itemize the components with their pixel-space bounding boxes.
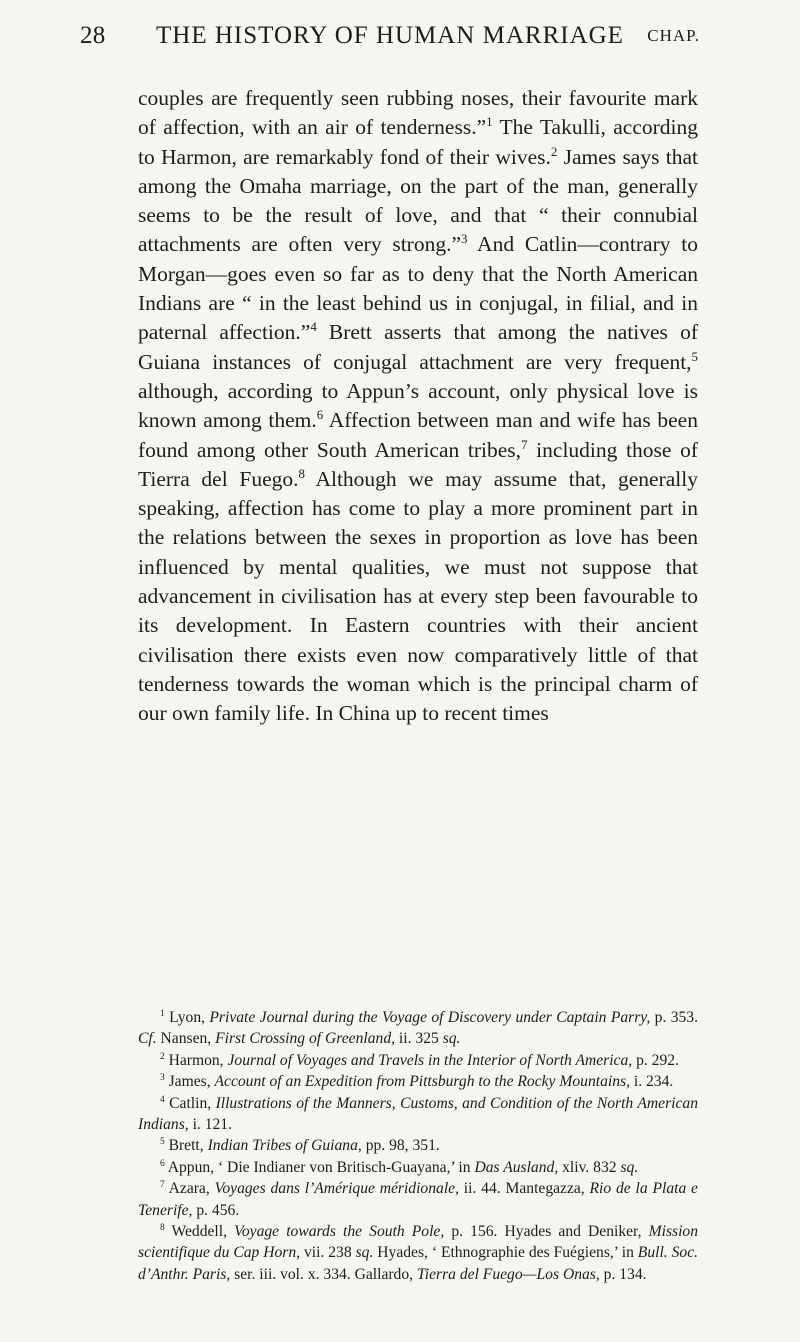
footnote (138, 1050, 698, 1071)
footnote (138, 1178, 698, 1221)
citation-text: James, (164, 1073, 215, 1091)
citation-text: pp. 98, 351. (361, 1137, 440, 1155)
text-segment: Although we may assume that, generally speaking, affection has come to play a more prominent part in the relations between the sexes in proportion as love has been influenced by mental qualities, we must not suppose that advancement in civilisation has at every step been favourable to its development. In Eastern countries with their ancient civilisation there exists even now comparatively little of that tenderness towards the woman which is the principal charm of our own family life. In China up to recent times (138, 466, 698, 726)
citation-text: ii. 325 (395, 1030, 443, 1048)
citation-title: Das Ausland, (474, 1158, 559, 1176)
footnote-ref: 1 (486, 115, 493, 130)
text-segment: And Catlin—contrary to Morgan—goes even so far as to deny that the North American Indians are “ in the least behind us in conjugal, in filial, and in paternal affection.” (138, 232, 698, 345)
citation-text: Appun, ‘ Die Indianer von Britisch-Guayana,’ in (164, 1158, 475, 1176)
running-header (80, 22, 700, 62)
citation-text: Nansen, (156, 1030, 216, 1048)
footnote (138, 1071, 698, 1092)
text-segment: including those of Tierra del Fuego. (138, 437, 699, 491)
citation-title: Mission scientifique du Cap Horn, (138, 1223, 699, 1262)
citation-title: Account of an Expedition from Pittsburgh to the Rocky Mountains, (214, 1073, 630, 1091)
citation-title: Illustrations of the Manners, Customs, and Condition of the North American Indians, (138, 1094, 698, 1134)
citation-text: p. 134. (599, 1265, 647, 1283)
text-segment: Brett asserts that among the natives of Guiana instances of conjugal attachment are very frequent, (138, 320, 698, 374)
citation-title: Bull. Soc. d’Anthr. Paris, (138, 1244, 699, 1283)
citation-title: Voyages dans l’Amérique méridionale, (214, 1180, 459, 1198)
footnote-number: 1 (160, 1008, 165, 1019)
citation-title: sq. (442, 1030, 461, 1048)
citation-title: First Crossing of Greenland, (215, 1030, 396, 1048)
footnote-number: 8 (160, 1222, 165, 1233)
footnote-ref: 8 (298, 466, 305, 481)
citation-text: ii. 44. Mantegazza, (458, 1180, 590, 1198)
citation-text: vii. 238 (300, 1244, 356, 1262)
citation-text: Weddell, (164, 1223, 235, 1241)
citation-text: i. 234. (629, 1073, 674, 1091)
running-title: THE HISTORY OF HUMAN MARRIAGE (156, 22, 624, 49)
citation-text: Hyades, ‘ Ethnographie des Fuégiens,’ in (373, 1244, 638, 1262)
footnote (138, 1221, 698, 1285)
main-text (138, 84, 698, 729)
footnote-ref: 3 (461, 232, 468, 247)
citation-text: ser. iii. vol. x. 334. Gallardo, (230, 1265, 417, 1283)
citation-title: Indian Tribes of Guiana, (207, 1137, 362, 1155)
citation-title: Rio de la Plata e Tenerife, (138, 1180, 698, 1219)
citation-title: sq. (620, 1158, 639, 1176)
citation-text: Catlin, (164, 1094, 216, 1112)
citation-text: xliv. 832 (558, 1158, 621, 1176)
footnote-ref: 2 (550, 144, 558, 159)
text-segment: James says that among the Omaha marriage, on the part of the man, generally seems to be the result of love, and that “ their connubial attachments are often very strong.” (138, 144, 698, 257)
page-number: 28 (80, 22, 106, 49)
footnote (138, 1093, 698, 1136)
chapter-abbreviation: CHAP. (647, 26, 700, 45)
footnote-number: 5 (160, 1137, 165, 1148)
citation-title: Private Journal during the Voyage of Discovery under Captain Parry, (209, 1009, 651, 1026)
citation-title: Voyage towards the South Pole, (234, 1223, 445, 1241)
footnote (138, 1135, 698, 1156)
citation-text: Harmon, (164, 1051, 228, 1069)
footnote-ref: 6 (316, 408, 324, 423)
citation-title: Cf. (138, 1030, 157, 1048)
footnote-number: 6 (160, 1158, 165, 1169)
footnotes (138, 1007, 698, 1285)
citation-title: Tierra del Fuego—Los Onas, (416, 1265, 600, 1283)
citation-text: p. 292. (632, 1051, 679, 1069)
footnote-number: 7 (160, 1180, 165, 1191)
citation-text: p. 456. (192, 1201, 240, 1219)
footnote-ref: 4 (310, 320, 317, 335)
citation-text: p. 353. (650, 1009, 699, 1026)
citation-title: sq. (355, 1244, 374, 1262)
citation-text: p. 156. Hyades and Deniker, (444, 1223, 649, 1241)
citation-title: Journal of Voyages and Travels in the Interior of North America, (227, 1051, 633, 1069)
footnote (138, 1007, 698, 1050)
text-segment: couples are frequently seen rubbing noses, their favourite mark of affection, with an air of tenderness.” (138, 86, 698, 140)
footnote-ref: 5 (691, 349, 698, 364)
main-paragraph (138, 84, 698, 729)
text-segment: although, according to Appun’s account, only physical love is known among them. (138, 378, 698, 433)
citation-text: Azara, (164, 1180, 215, 1198)
citation-text: i. 121. (188, 1116, 233, 1134)
footnote-number: 3 (160, 1073, 165, 1084)
citation-text: Lyon, (164, 1009, 210, 1026)
text-segment: The Takulli, according to Harmon, are remarkably fond of their wives. (138, 115, 698, 169)
citation-text: Brett, (164, 1137, 208, 1155)
footnote-ref: 7 (521, 437, 528, 452)
text-segment: Affection between man and wife has been found among other South American tribes, (138, 408, 698, 462)
footnote-number: 4 (160, 1094, 165, 1105)
footnote (138, 1157, 698, 1178)
footnote-number: 2 (160, 1051, 165, 1062)
